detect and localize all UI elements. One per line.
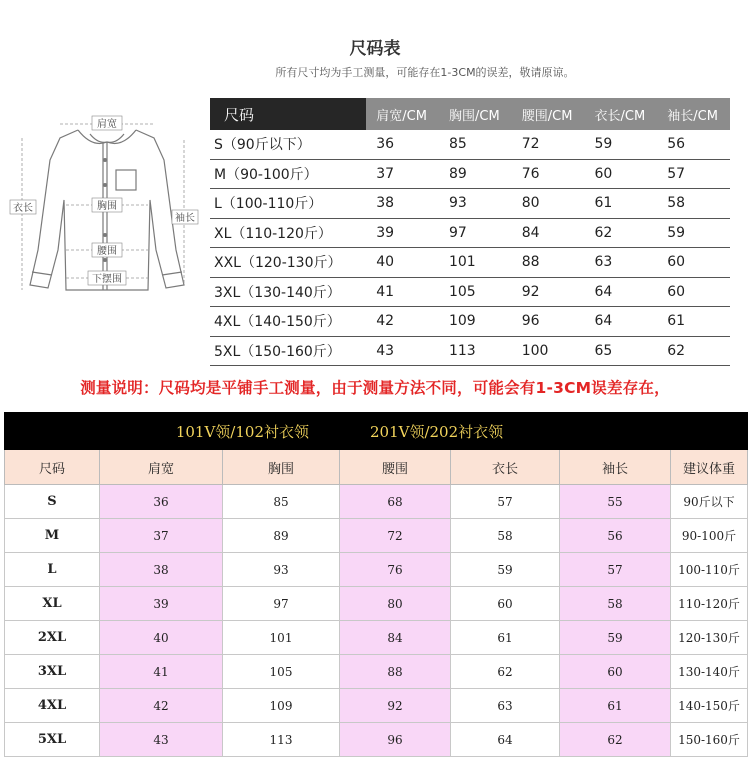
measurement-note: 所有尺寸均为手工测量，可能存在1-3CM的误差，敬请原谅。 <box>275 66 575 79</box>
table2-cell: 110-120斤 <box>671 587 748 621</box>
table1-cell: 84 <box>512 218 585 248</box>
table1-row <box>210 336 730 366</box>
table1-cell: 80 <box>512 189 585 219</box>
table2-cell: 92 <box>340 689 451 723</box>
table2-cell: 58 <box>560 587 671 621</box>
table2-row <box>5 587 748 621</box>
table2-cell: 120-130斤 <box>671 621 748 655</box>
table2-cell: 61 <box>451 621 560 655</box>
table1-cell: 101 <box>439 248 512 278</box>
table2-row <box>5 519 748 553</box>
table2-cell: 60 <box>560 655 671 689</box>
table2-cell: 57 <box>451 485 560 519</box>
table2-cell: 5XL <box>5 723 100 757</box>
table2-cell: 62 <box>560 723 671 757</box>
label-waist: 腰围 <box>97 246 117 257</box>
table1-cell: L（100-110斤） <box>210 189 366 219</box>
table1-cell: 41 <box>366 277 439 307</box>
table1-cell: 85 <box>439 130 512 159</box>
table2-cell: 100-110斤 <box>671 553 748 587</box>
table2-cell: 39 <box>100 587 223 621</box>
table1-cell: XXL（120-130斤） <box>210 248 366 278</box>
table1-row <box>210 130 730 159</box>
table1-cell: 59 <box>584 130 657 159</box>
table1-cell: 38 <box>366 189 439 219</box>
table2-cell: 84 <box>340 621 451 655</box>
table1-cell: 37 <box>366 159 439 189</box>
table2-cell: 113 <box>223 723 340 757</box>
table2-header-cell: 建议体重 <box>671 450 748 485</box>
table2-banner <box>5 413 748 450</box>
label-shoulder: 肩宽 <box>97 119 117 130</box>
table1-row <box>210 189 730 219</box>
table1-cell: 60 <box>584 159 657 189</box>
table1-row <box>210 248 730 278</box>
banner-right: 201V领/202衬衣领 <box>340 413 748 450</box>
table2-cell: 41 <box>100 655 223 689</box>
table2-cell: 88 <box>340 655 451 689</box>
table1-cell: 61 <box>584 189 657 219</box>
table1-cell: 65 <box>584 336 657 366</box>
table1-cell: 109 <box>439 307 512 337</box>
table1-cell: 61 <box>657 307 730 337</box>
table1-cell: 3XL（130-140斤） <box>210 277 366 307</box>
table1-row <box>210 218 730 248</box>
label-length: 衣长 <box>13 203 33 214</box>
table1-cell: 56 <box>657 130 730 159</box>
table2-header-cell: 衣长 <box>451 450 560 485</box>
table2-header-cell: 胸围 <box>223 450 340 485</box>
table2-cell: 43 <box>100 723 223 757</box>
table2-cell: 4XL <box>5 689 100 723</box>
table1-cell: 63 <box>584 248 657 278</box>
table2-row <box>5 723 748 757</box>
table1-cell: 60 <box>657 277 730 307</box>
table2-header-cell: 袖长 <box>560 450 671 485</box>
table1-cell: 76 <box>512 159 585 189</box>
table1-header-cell: 衣长/CM <box>584 98 657 130</box>
table1-cell: 96 <box>512 307 585 337</box>
size-table-2 <box>4 412 748 757</box>
table1-row <box>210 159 730 189</box>
table1-cell: 93 <box>439 189 512 219</box>
table2-cell: 96 <box>340 723 451 757</box>
table1-header-cell: 肩宽/CM <box>366 98 439 130</box>
table1-cell: 42 <box>366 307 439 337</box>
size-chart-title: 尺码表 <box>349 39 401 59</box>
table2-cell: 40 <box>100 621 223 655</box>
table2-cell: 60 <box>451 587 560 621</box>
table2-cell: 3XL <box>5 655 100 689</box>
table2-cell: 93 <box>223 553 340 587</box>
table2-cell: 2XL <box>5 621 100 655</box>
table2-cell: 89 <box>223 519 340 553</box>
table1-cell: 100 <box>512 336 585 366</box>
table2-cell: XL <box>5 587 100 621</box>
table2-cell: 56 <box>560 519 671 553</box>
table2-cell: 72 <box>340 519 451 553</box>
table2-cell: 68 <box>340 485 451 519</box>
label-chest: 胸围 <box>97 201 117 212</box>
table2-header-cell: 肩宽 <box>100 450 223 485</box>
table2-cell: 59 <box>560 621 671 655</box>
table2-cell: 42 <box>100 689 223 723</box>
table1-cell: 97 <box>439 218 512 248</box>
banner-left: 101V领/102衬衣领 <box>5 413 340 450</box>
table2-cell: M <box>5 519 100 553</box>
table1-header-cell: 尺码 <box>210 98 366 130</box>
table2-cell: 59 <box>451 553 560 587</box>
label-hem: 下摆围 <box>92 274 122 285</box>
table2-row <box>5 485 748 519</box>
table1-cell: 105 <box>439 277 512 307</box>
table1-cell: 62 <box>584 218 657 248</box>
table1-header-cell: 袖长/CM <box>657 98 730 130</box>
table2-cell: 85 <box>223 485 340 519</box>
table1-cell: 57 <box>657 159 730 189</box>
table1-cell: 64 <box>584 307 657 337</box>
table2-cell: 150-160斤 <box>671 723 748 757</box>
table1-cell: 72 <box>512 130 585 159</box>
table1-cell: 60 <box>657 248 730 278</box>
table2-cell: 57 <box>560 553 671 587</box>
table2-cell: 90斤以下 <box>671 485 748 519</box>
table1-header <box>210 98 730 130</box>
table2-row <box>5 553 748 587</box>
table2-cell: 130-140斤 <box>671 655 748 689</box>
table1-cell: 5XL（150-160斤） <box>210 336 366 366</box>
table1-cell: 43 <box>366 336 439 366</box>
table2-cell: 105 <box>223 655 340 689</box>
table1-row <box>210 307 730 337</box>
table1-cell: M（90-100斤） <box>210 159 366 189</box>
table1-cell: 4XL（140-150斤） <box>210 307 366 337</box>
table1-cell: 59 <box>657 218 730 248</box>
table2-cell: 36 <box>100 485 223 519</box>
table2-cell: 62 <box>451 655 560 689</box>
size-table-1 <box>210 98 730 366</box>
table2-cell: 63 <box>451 689 560 723</box>
table2-header <box>5 450 748 485</box>
table2-cell: 58 <box>451 519 560 553</box>
table2-cell: 61 <box>560 689 671 723</box>
table2-cell: 97 <box>223 587 340 621</box>
table2-cell: 80 <box>340 587 451 621</box>
table2-cell: 140-150斤 <box>671 689 748 723</box>
table1-header-cell: 胸围/CM <box>439 98 512 130</box>
shirt-diagram <box>8 100 204 300</box>
table2-row <box>5 689 748 723</box>
table2-cell: 37 <box>100 519 223 553</box>
table1-cell: 89 <box>439 159 512 189</box>
table2-cell: 38 <box>100 553 223 587</box>
table1-cell: 88 <box>512 248 585 278</box>
table1-cell: 64 <box>584 277 657 307</box>
table1-cell: 62 <box>657 336 730 366</box>
table2-cell: 55 <box>560 485 671 519</box>
table2-cell: L <box>5 553 100 587</box>
table2-row <box>5 655 748 689</box>
table2-cell: S <box>5 485 100 519</box>
table1-cell: 113 <box>439 336 512 366</box>
table2-cell: 101 <box>223 621 340 655</box>
table2-cell: 76 <box>340 553 451 587</box>
table2-cell: 90-100斤 <box>671 519 748 553</box>
table1-header-cell: 腰围/CM <box>512 98 585 130</box>
table1-cell: 40 <box>366 248 439 278</box>
table1-cell: 58 <box>657 189 730 219</box>
table2-header-cell: 尺码 <box>5 450 100 485</box>
table1-cell: 36 <box>366 130 439 159</box>
table1-cell: 92 <box>512 277 585 307</box>
label-sleeve: 袖长 <box>175 213 195 224</box>
table1-cell: S（90斤以下） <box>210 130 366 159</box>
table2-cell: 109 <box>223 689 340 723</box>
measurement-explanation: 测量说明：尺码均是平铺手工测量，由于测量方法不同，可能会有1-3CM误差存在， <box>80 379 670 397</box>
table2-header-cell: 腰围 <box>340 450 451 485</box>
table1-cell: XL（110-120斤） <box>210 218 366 248</box>
table2-cell: 64 <box>451 723 560 757</box>
table1-cell: 39 <box>366 218 439 248</box>
table1-row <box>210 277 730 307</box>
table2-row <box>5 621 748 655</box>
